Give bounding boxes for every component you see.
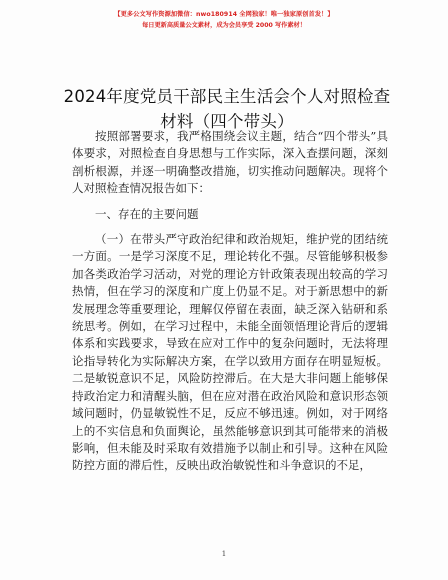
section-heading: 一、存在的主要问题: [95, 206, 199, 221]
intro-paragraph: 按照部署要求，我严格围绕会议主题，结合“四个带头”具体要求，对照检查自身思想与工作实际，深入查摆问题，深刻剖析根源，并逐一明确整改措施，切实推动问题解决。现将个人对照检查情况报告如下：: [72, 129, 388, 196]
promo-banner-line-1: 【更多公文写作资源加微信：nwo180914 全网独家！唯一独家原创首发！】: [114, 11, 334, 18]
body-paragraph: （一）在带头严守政治纪律和政治规矩，维护党的团结统一方面。一是学习深度不足，理论转化不强。尽管能够积极参加各类政治学习活动，对党的理论方针政策表现出较高的学习热情，但在学习的深度和广度上仍显不足。对于新思想中的新发展理念等重要理论，理解仅停留在表面，缺乏深入钻研和系统思考。例如，在学习过程中，未能全面领悟理论背后的逻辑体系和实践要求，导致在应对工作中的复杂问题时，无法将理论指导转化为实际解决方案，在学以致用方面存在明显短板。二是敏锐意识不足，风险防控滞后。在大是大非问题上能够保持政治定力和清醒头脑，但在应对潜在政治风险和意识形态领域问题时，仍显敏锐性不足，反应不够迅速。例如，对于网络上的不实信息和负面舆论，虽然能够意识到其可能带来的消极影响，但未能及时采取有效措施予以制止和引导。这种在风险防控方面的滞后性，反映出政治敏锐性和斗争意识的不足，: [72, 232, 388, 473]
promo-banner-line-2: 每日更新高质量公文素材，成为会员享受 2000 写作素材！: [142, 22, 306, 29]
document-title: 2024年度党员干部民主生活会个人对照检查材料（四个带头）: [63, 87, 391, 131]
page-number: 1: [221, 550, 227, 558]
promo-banner: [0, 10, 448, 31]
document-body: [72, 128, 388, 475]
